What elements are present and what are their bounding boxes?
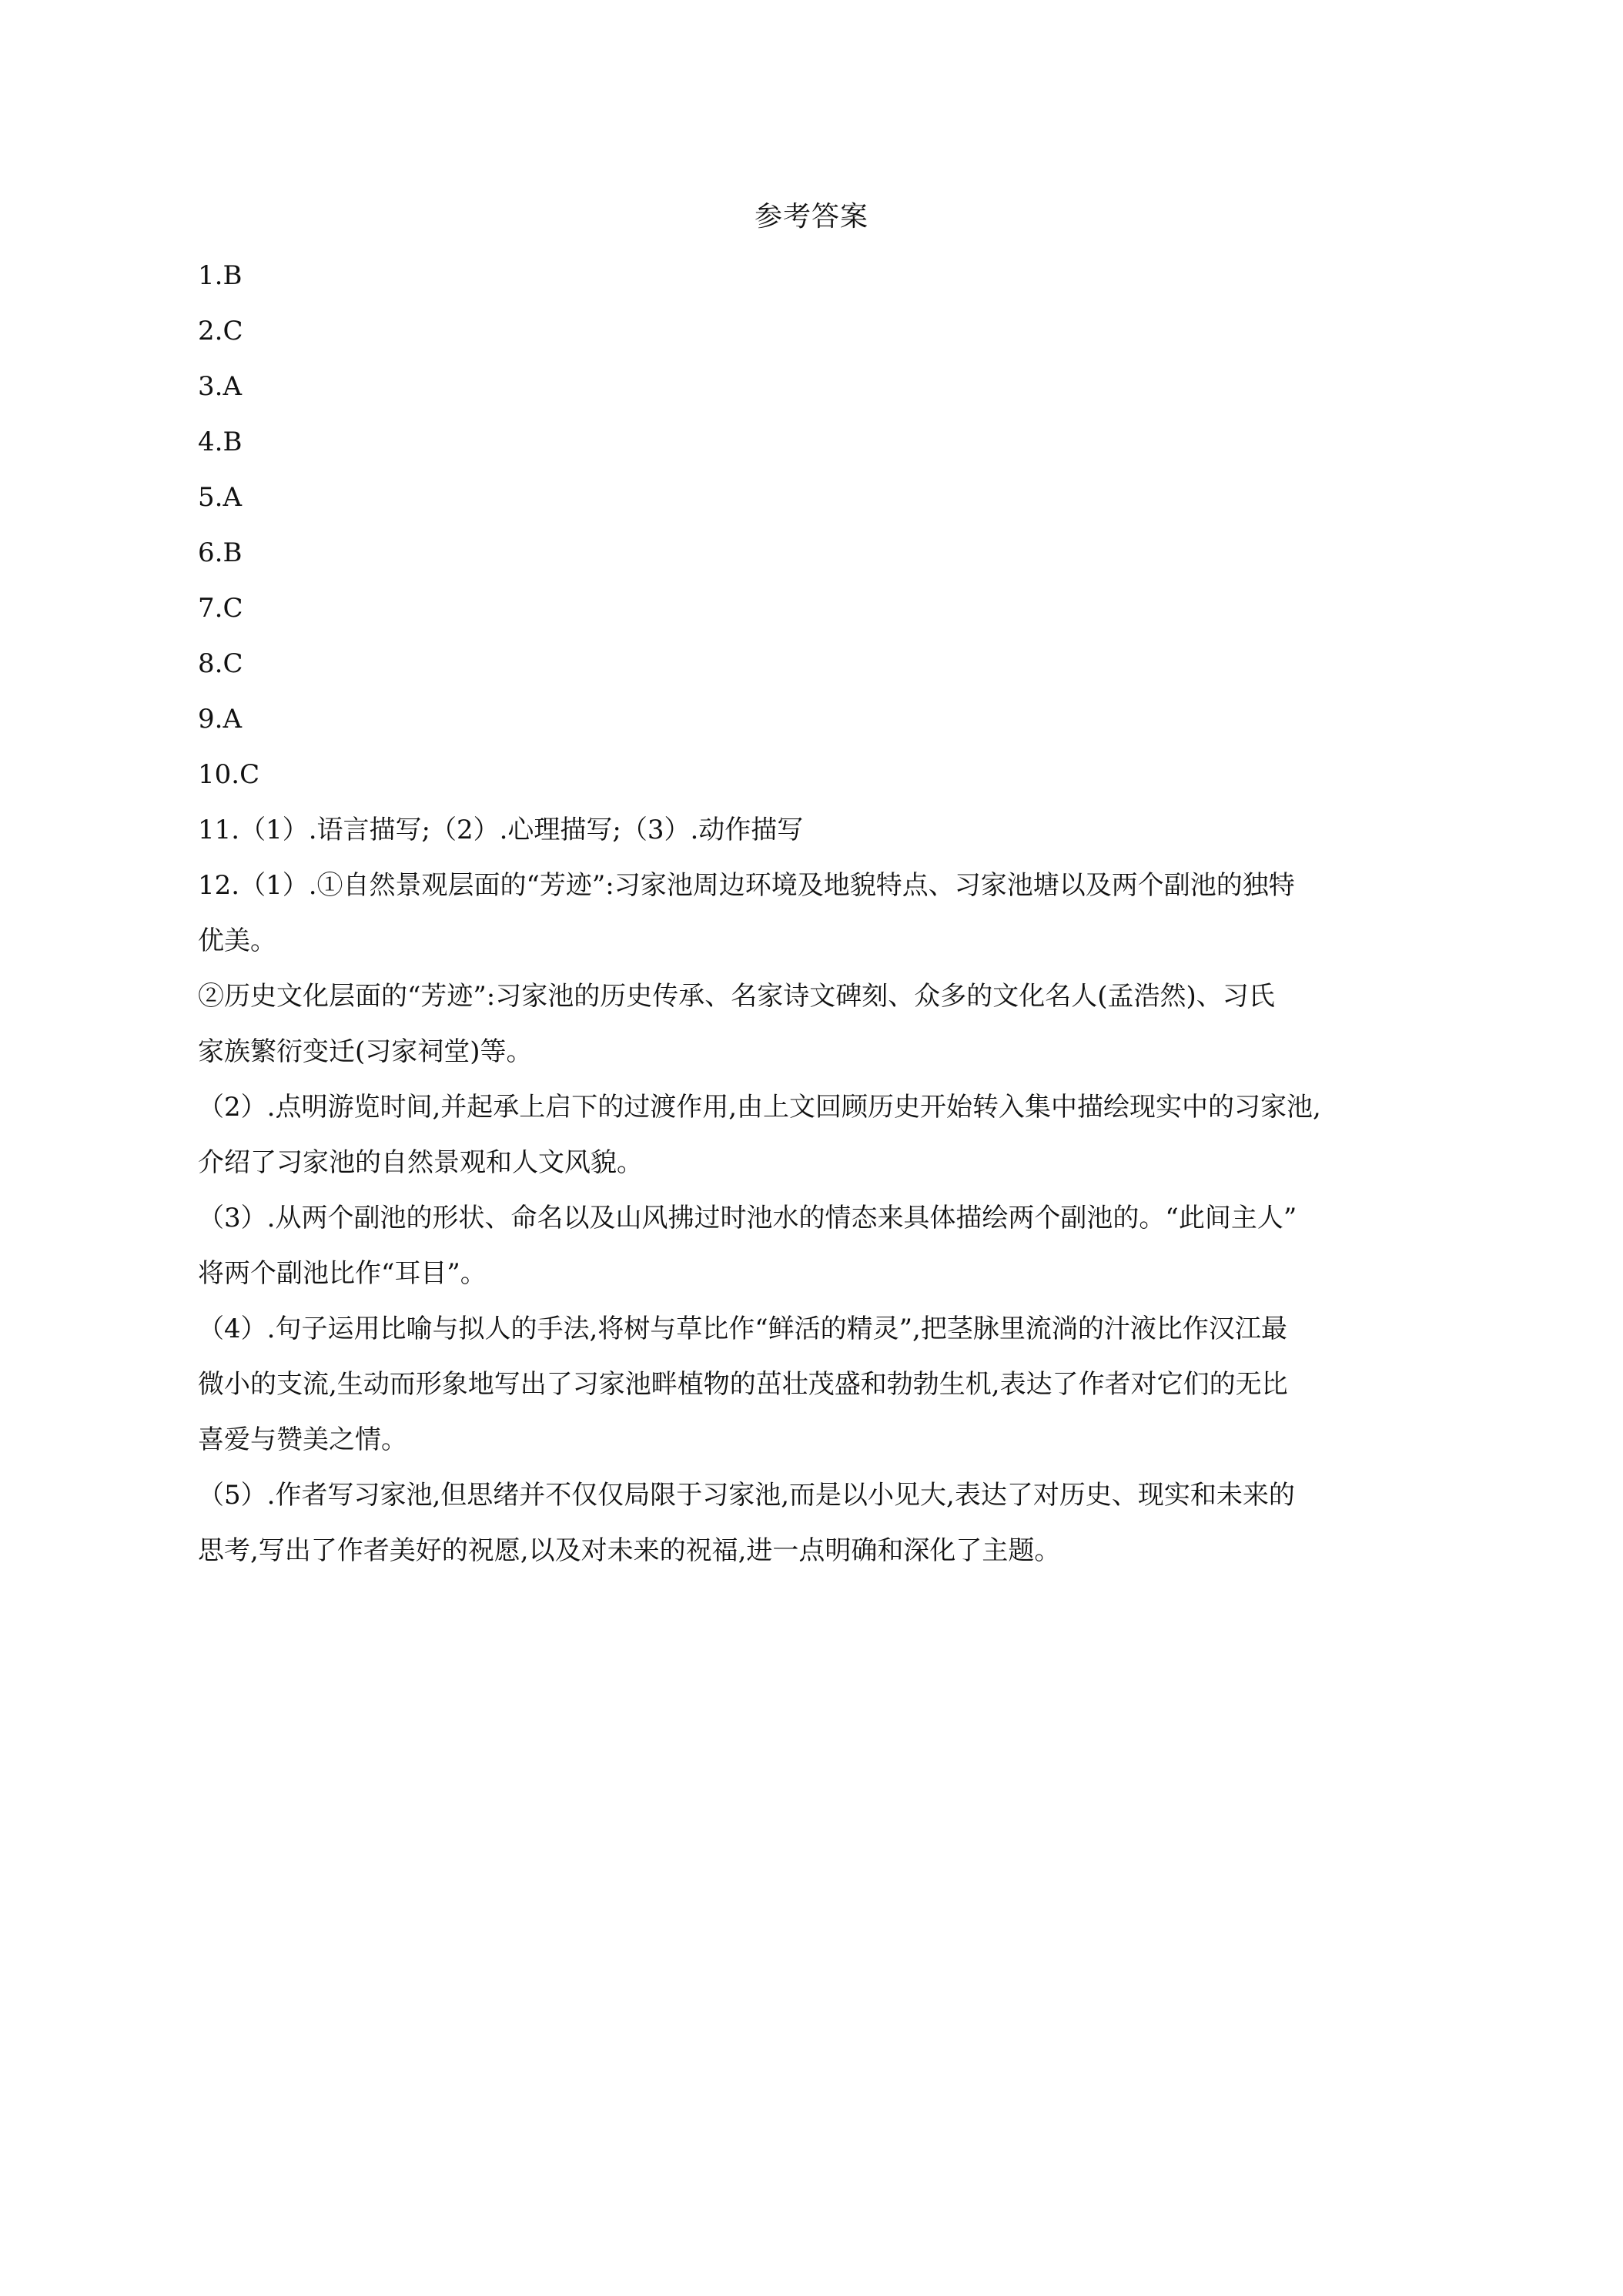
answer-12-line: 微小的支流,生动而形象地写出了习家池畔植物的茁壮茂盛和勃勃生机,表达了作者对它们的无比 xyxy=(198,1369,1288,1400)
answer-item: 2.C xyxy=(198,316,243,346)
answer-12-line: 思考,写出了作者美好的祝愿,以及对未来的祝福,进一点明确和深化了主题。 xyxy=(198,1535,1061,1566)
answer-12-line: 喜爱与赞美之情。 xyxy=(198,1424,407,1455)
answer-12-line: （4）.句子运用比喻与拟人的手法,将树与草比作“鲜活的精灵”,把茎脉里流淌的汁液比作汉江最 xyxy=(198,1314,1287,1344)
answer-content xyxy=(198,248,1430,1578)
answer-12-line: （5）.作者写习家池,但思绪并不仅仅局限于习家池,而是以小见大,表达了对历史、现实和未来的 xyxy=(198,1480,1295,1511)
answer-12-line: ②历史文化层面的“芳迹”:习家池的历史传承、名家诗文碑刻、众多的文化名人(孟浩然)、习氏 xyxy=(198,981,1275,1012)
answer-12-line: 12.（1）.①自然景观层面的“芳迹”:习家池周边环境及地貌特点、习家池塘以及两个副池的独特 xyxy=(198,870,1295,901)
answer-12-line: 介绍了习家池的自然景观和人文风貌。 xyxy=(198,1147,643,1178)
answer-11: 11.（1）.语言描写;（2）.心理描写;（3）.动作描写 xyxy=(198,815,804,845)
answer-12-line: 家族繁衍变迁(习家祠堂)等。 xyxy=(198,1036,533,1067)
answer-12-line: （2）.点明游览时间,并起承上启下的过渡作用,由上文回顾历史开始转入集中描绘现实中的习家池, xyxy=(198,1092,1321,1123)
answer-item: 5.A xyxy=(198,482,242,513)
answer-item: 7.C xyxy=(198,593,243,624)
answer-item: 4.B xyxy=(198,427,243,457)
answer-item: 1.B xyxy=(198,260,243,291)
answer-12-line: 优美。 xyxy=(198,925,276,956)
answer-item: 6.B xyxy=(198,537,243,568)
answer-item: 10.C xyxy=(198,759,260,790)
answer-item: 9.A xyxy=(198,704,242,735)
answer-12-line: （3）.从两个副池的形状、命名以及山风拂过时池水的情态来具体描绘两个副池的。“此间主人” xyxy=(198,1203,1297,1233)
answer-item: 8.C xyxy=(198,648,243,679)
page-title: 参考答案 xyxy=(754,201,868,233)
answer-12-line: 将两个副池比作“耳目”。 xyxy=(198,1258,487,1289)
answer-item: 3.A xyxy=(198,371,242,402)
